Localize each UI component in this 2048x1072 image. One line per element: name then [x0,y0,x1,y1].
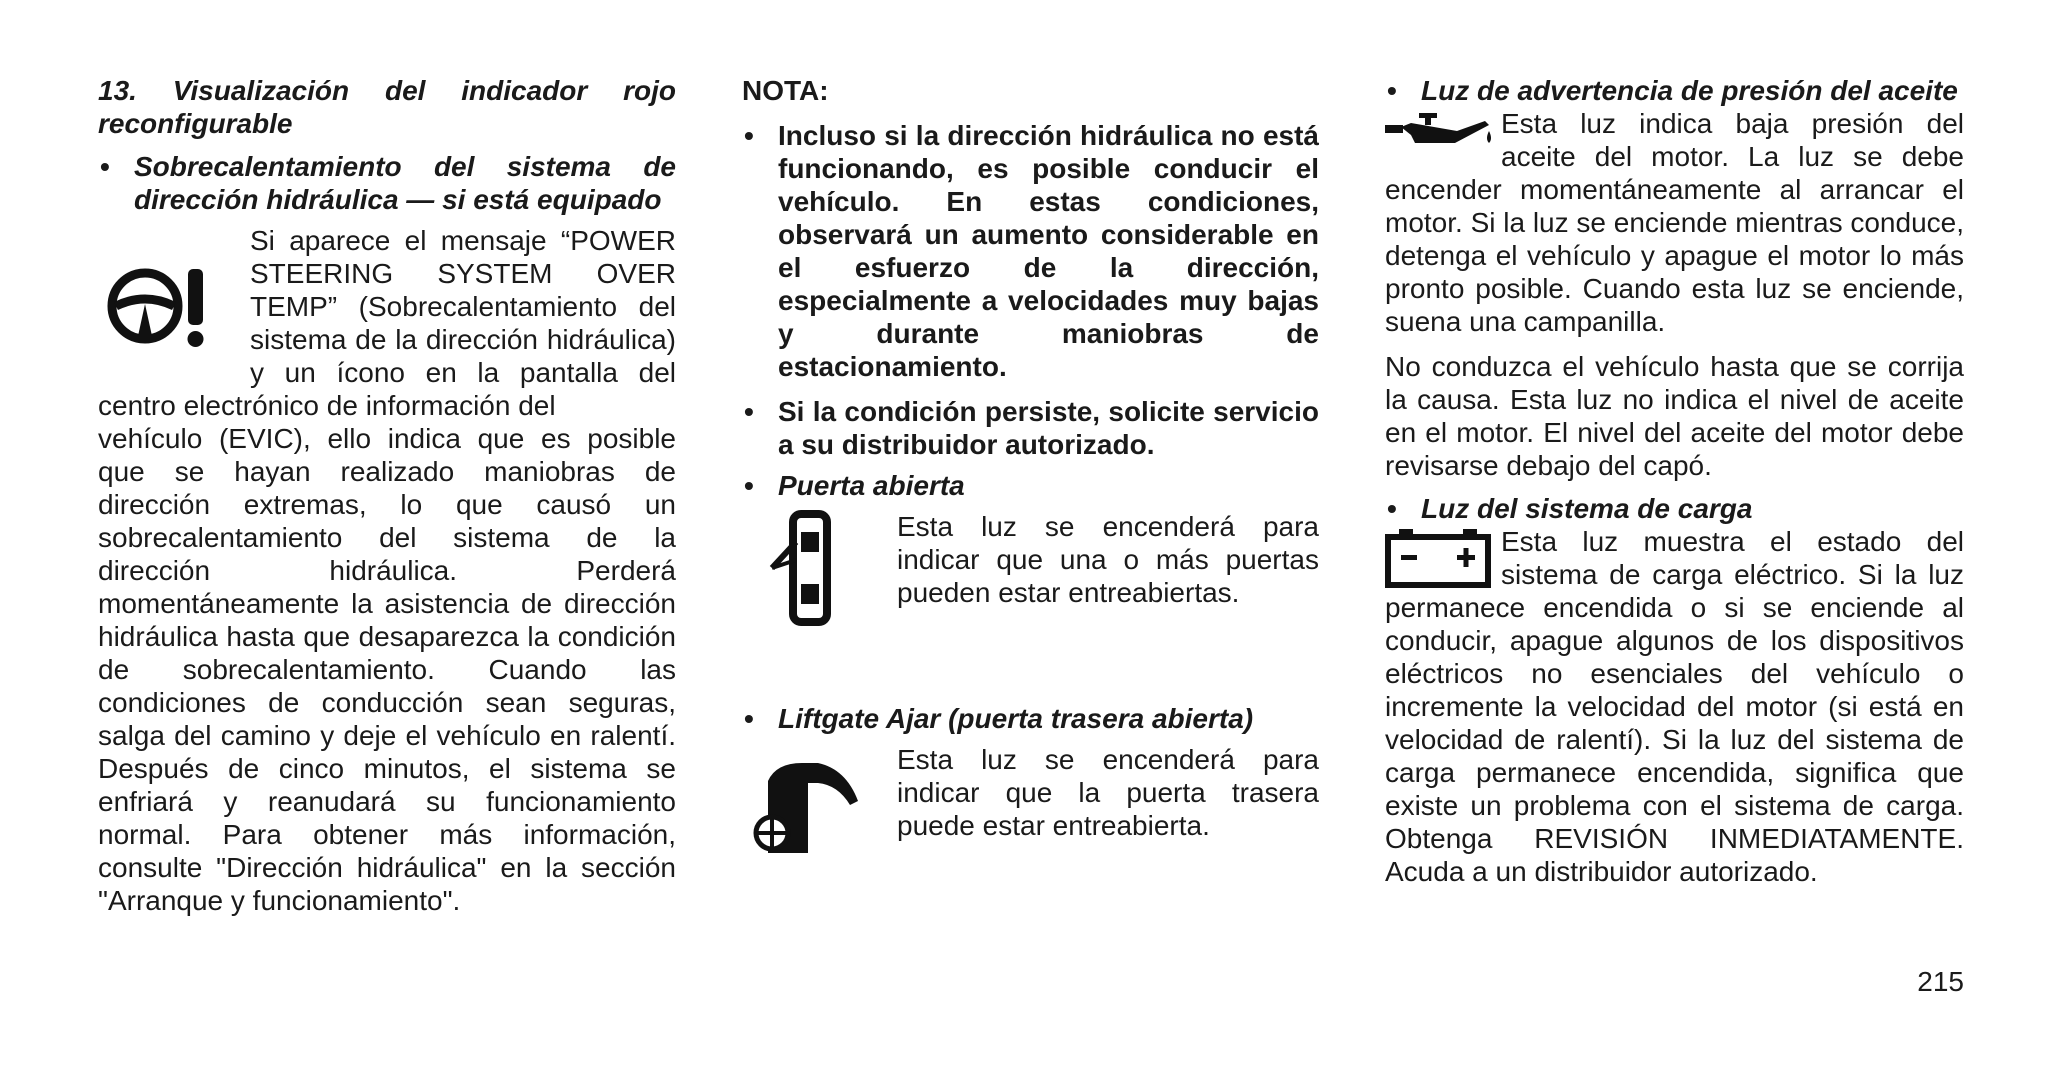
bullet-oil-pressure [1385,74,1964,107]
door-ajar-text: Esta luz se encenderá para indicar que una o más puertas pueden estar entreabiertas. [897,511,1319,608]
note-label: NOTA: [742,75,829,106]
section-heading: 13. Visualización del indicador rojo reconfigurable [98,75,676,139]
column-middle [742,74,1319,873]
battery-charge-icon [1385,529,1497,589]
bullet-dot: • [744,703,754,734]
power-steering-icon-text: Si aparece el mensaje “POWER STEERING SYSTEM OVER TEMP” (Sobrecalentamiento del sistema de la dirección hidráulica) y un ícono en la pantalla del centro electrónico de información del [98,225,676,421]
bullet-charging-system [1385,492,1964,525]
note-item-text: Incluso si la dirección hidráulica no está funcionando, es posible conducir el vehículo. En estas condiciones, observará un aumento considerable en el esfuerzo de la dirección, especialmente a velocidades muy bajas y durante maniobras de estacionamiento. [778,120,1319,382]
power-steering-block [98,224,676,917]
note-item-text: Si la condición persiste, solicite servicio a su distribuidor autorizado. [778,396,1319,460]
bullet-dot: • [100,151,110,182]
bullet-liftgate-ajar [742,702,1319,735]
page-number: 215 [1917,966,1964,997]
power-steering-body: vehículo (EVIC), ello indica que es posible que se hayan realizado maniobras de dirección extremas, lo que causó un sobrecalentamiento del sistema de la dirección hidráulica. Perderá momentáneamente la asistencia de dirección hidráulica hasta que desaparezca la condición de sobrecalentamiento. Cuando las condiciones de conducción sean seguras, salga del camino y deje el vehículo en ralentí. Después de cinco minutos, el sistema se enfriará y reanudará su funcionamiento normal. Para obtener más información, consulte "Dirección hidráulica" en la sección "Arranque y funcionamiento". [98,423,676,916]
liftgate-ajar-block [742,743,1319,873]
bullet-dot: • [744,120,754,151]
oil-pressure-icon [1385,109,1497,153]
bullet-door-ajar [742,469,1319,502]
bullet-dot: • [744,396,754,427]
bullet-dot: • [1387,493,1397,524]
bullet-dot: • [1387,75,1397,106]
oil-pressure-title: Luz de advertencia de presión del aceite [1421,75,1958,106]
liftgate-ajar-text: Esta luz se encenderá para indicar que la puerta trasera puede estar entreabierta. [897,744,1319,841]
door-ajar-title: Puerta abierta [778,470,965,501]
note-item [742,119,1319,383]
door-ajar-icon-cell [742,510,897,660]
door-ajar-icon [766,510,846,628]
door-ajar-block [742,510,1319,660]
power-steering-warning-icon [98,224,248,374]
bullet-title-power-steering: Sobrecalentamiento del sistema de dirección hidráulica — si está equipado [134,151,676,215]
column-right [1385,74,1964,888]
charging-system-title: Luz del sistema de carga [1421,493,1753,524]
liftgate-icon-cell [742,743,897,873]
oil-pressure-text: Esta luz indica baja presión del aceite del motor. La luz se debe encender momentáneamente al arrancar el motor. Si la luz se enciende mientras conduce, detenga el vehículo y apague el motor lo más pronto posible. Cuando esta luz se enciende, suena una campanilla. [1385,108,1964,337]
charging-system-block [1385,525,1964,888]
oil-pressure-block [1385,107,1964,338]
note-item [742,395,1319,461]
bullet-power-steering [98,150,676,216]
charging-system-text: Esta luz muestra el estado del sistema de carga eléctrico. Si la luz permanece encendida o si se enciende al conducir, apague algunos de los dispositivos eléctricos no esenciales del vehículo o incremente la velocidad del motor (si está en velocidad de ralentí). Si la luz del sistema de carga permanece encendida, significa que existe un problema con el sistema de carga. Obtenga REVISIÓN INMEDIATAMENTE. Acuda a un distribuidor autorizado. [1385,526,1964,887]
liftgate-ajar-title: Liftgate Ajar (puerta trasera abierta) [778,703,1254,734]
bullet-dot: • [744,470,754,501]
liftgate-ajar-icon [746,743,866,863]
oil-pressure-text-2: No conduzca el vehículo hasta que se corrija la causa. Esta luz no indica el nivel de aceite en el motor. El nivel del aceite del motor debe revisarse debajo del capó. [1385,351,1964,481]
column-left [98,74,676,917]
